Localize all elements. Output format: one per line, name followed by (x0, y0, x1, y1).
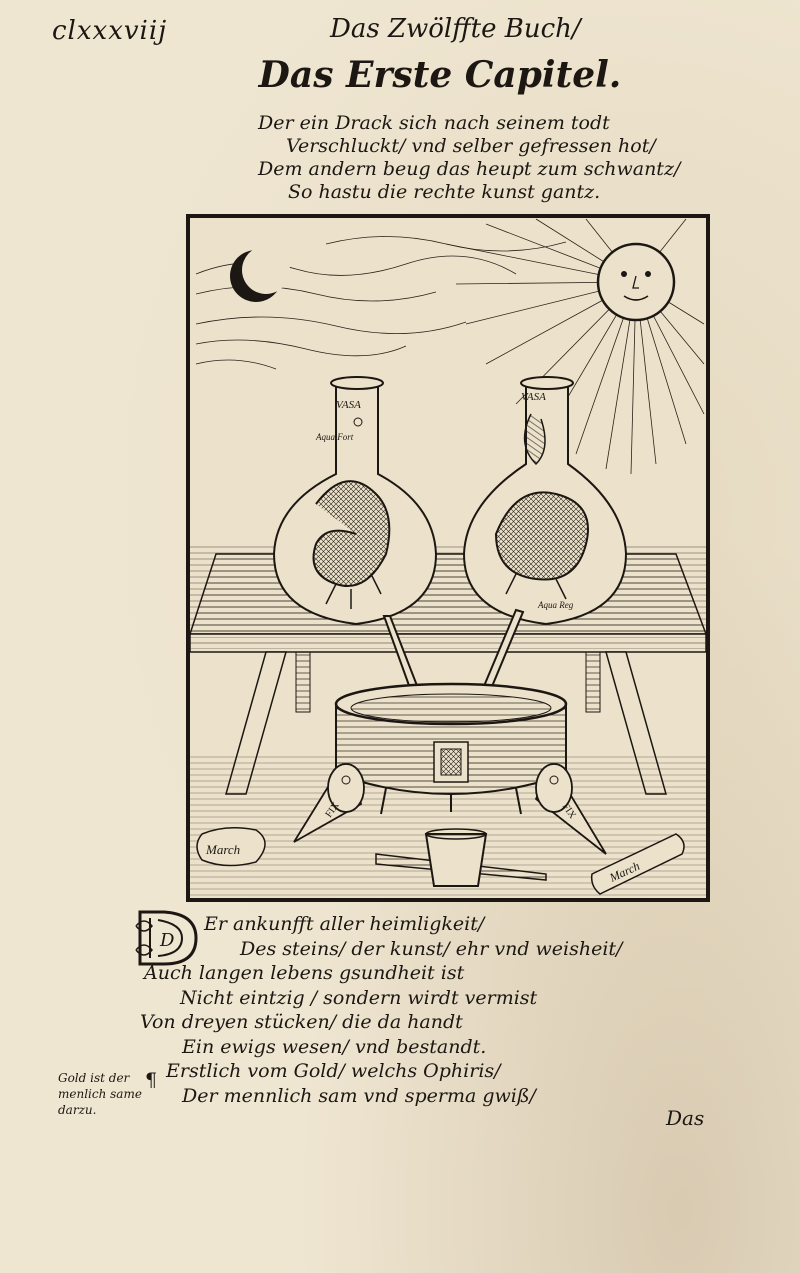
motto-line: Verschluckt/ vnd selber gefressen hot/ (286, 135, 656, 157)
alchemical-woodcut (186, 214, 710, 902)
motto-line: So hastu die rechte kunst gantz. (288, 181, 601, 203)
left-scroll-label: March (206, 842, 241, 857)
right-flask-label: VASA (521, 391, 546, 403)
right-scroll-label: March (607, 858, 642, 885)
margin-note-line: Gold ist der (58, 1071, 130, 1085)
folio-number: clxxxviij (52, 16, 168, 46)
left-flask-label: VASA (336, 399, 361, 411)
poem-line: Ein ewigs wesen/ vnd bestandt. (182, 1035, 487, 1058)
poem-line: Er ankunfft aller heimligkeit/ (204, 913, 485, 935)
motto-line: Dem andern beug das heupt zum schwantz/ (258, 158, 681, 180)
poem-line: Nicht eintzig / sondern wirdt vermist (180, 986, 538, 1009)
poem-line: Des steins/ der kunst/ ehr vnd weisheit/ (240, 937, 623, 960)
right-flask-sublabel: Aqua Reg (538, 600, 574, 610)
poem-text (134, 912, 622, 1108)
poem-line: Auch langen lebens gsundheit ist (144, 962, 465, 984)
poem-line: Der mennlich sam vnd sperma gwiß/ (182, 1084, 536, 1107)
left-small-flask-label: FIX (323, 800, 342, 820)
poem-line: Von dreyen stücken/ die da handt (140, 1011, 463, 1033)
running-head: Das Zwölffte Buch/ (330, 14, 581, 44)
left-flask-sublabel: Aqua Fort (316, 432, 354, 442)
right-small-flask-label: FIX (559, 801, 578, 821)
margin-note-line: menlich same (58, 1087, 142, 1101)
motto-verse (258, 112, 680, 204)
dropcap-letter: D (160, 930, 175, 951)
poem-line: Erstlich vom Gold/ welchs Ophiris/ (166, 1060, 501, 1082)
chapter-title: Das Erste Capitel. (258, 54, 622, 96)
margin-note (58, 1070, 142, 1118)
left-scroll (197, 828, 265, 866)
catchword: Das (666, 1106, 705, 1130)
motto-line: Der ein Drack sich nach seinem todt (258, 112, 610, 134)
margin-note-line: darzu. (58, 1103, 97, 1117)
pilcrow-mark: ¶ (145, 1069, 158, 1091)
